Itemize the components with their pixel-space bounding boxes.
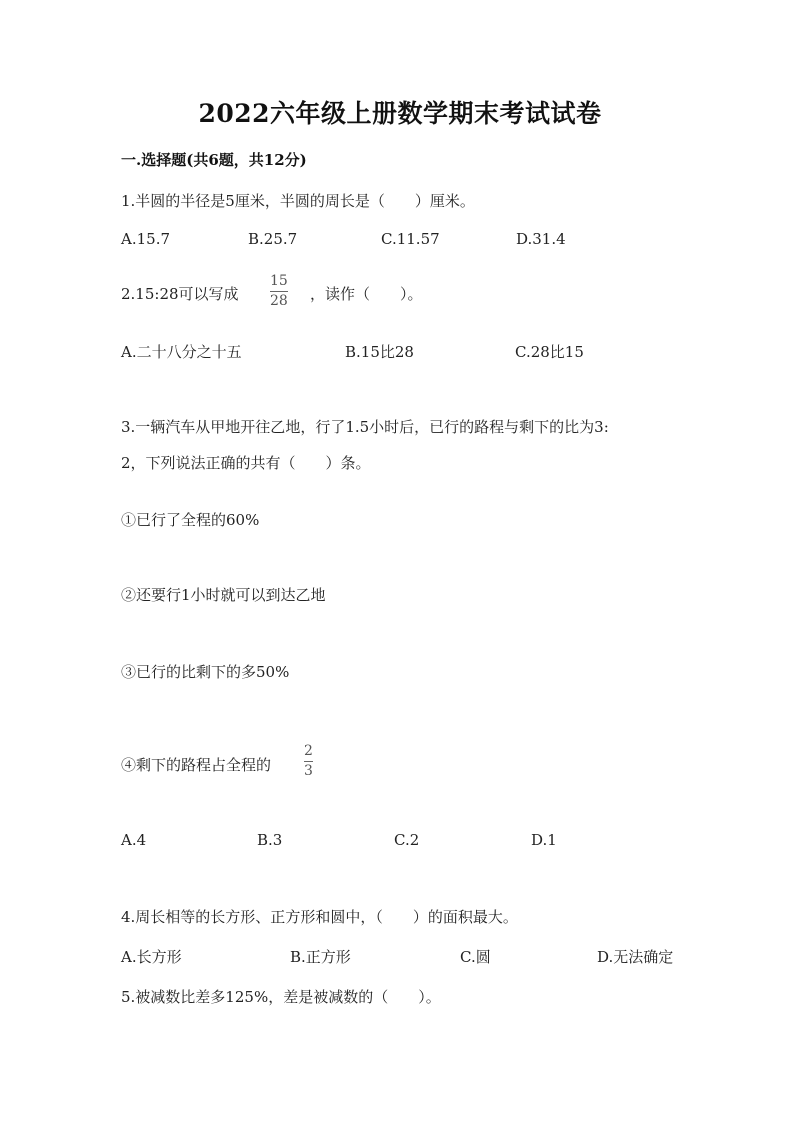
question-3-statement-2: ②还要行1小时就可以到达乙地 <box>121 586 326 604</box>
section-heading: 一.选择题(共6题，共12分) <box>121 151 307 169</box>
question-4-option-b: B.正方形 <box>290 948 351 966</box>
question-2-stem-before: 2.15:28可以写成 <box>121 285 239 303</box>
fraction-bar <box>304 761 313 762</box>
question-4-option-a: A.长方形 <box>121 948 182 966</box>
question-3-statement-4-fraction <box>304 744 313 779</box>
fraction-numerator: 15 <box>270 273 288 289</box>
question-1-option-a: A.15.7 <box>121 230 170 248</box>
question-4-stem: 4.周长相等的长方形、正方形和圆中，（ ）的面积最大。 <box>121 908 518 926</box>
question-4-option-d: D.无法确定 <box>597 948 674 966</box>
question-3-stem-line2: 2，下列说法正确的共有（ ）条。 <box>121 454 371 472</box>
fraction-denominator: 28 <box>270 293 288 309</box>
question-1-option-c: C.11.57 <box>381 230 440 248</box>
fraction-numerator: 2 <box>304 743 313 759</box>
question-3-statement-1: ①已行了全程的60% <box>121 511 260 529</box>
page-title: 2022六年级上册数学期末考试试卷 <box>198 99 602 128</box>
question-4-option-c: C.圆 <box>460 948 491 966</box>
question-2-option-c: C.28比15 <box>515 343 584 361</box>
question-2-stem-after: ，读作（ ）。 <box>310 285 423 303</box>
question-3-statement-4: ④剩下的路程占全程的 <box>121 756 272 774</box>
question-3-option-b: B.3 <box>257 831 283 849</box>
question-2-fraction <box>270 274 288 309</box>
question-3-option-d: D.1 <box>531 831 557 849</box>
question-2-option-a: A.二十八分之十五 <box>121 343 242 361</box>
fraction-bar <box>270 291 288 292</box>
question-3-statement-3: ③已行的比剩下的多50% <box>121 663 290 681</box>
question-1-option-d: D.31.4 <box>516 230 566 248</box>
question-3-stem-line1: 3.一辆汽车从甲地开往乙地，行了1.5小时后，已行的路程与剩下的比为3: <box>121 418 609 436</box>
question-3-option-a: A.4 <box>121 831 147 849</box>
fraction-denominator: 3 <box>304 763 313 779</box>
question-5-stem: 5.被减数比差多125%，差是被减数的（ ）。 <box>121 988 441 1006</box>
question-3-option-c: C.2 <box>394 831 420 849</box>
question-1-option-b: B.25.7 <box>248 230 298 248</box>
question-2-option-b: B.15比28 <box>345 343 414 361</box>
question-1-stem: 1.半圆的半径是5厘米，半圆的周长是（ ）厘米。 <box>121 192 475 210</box>
